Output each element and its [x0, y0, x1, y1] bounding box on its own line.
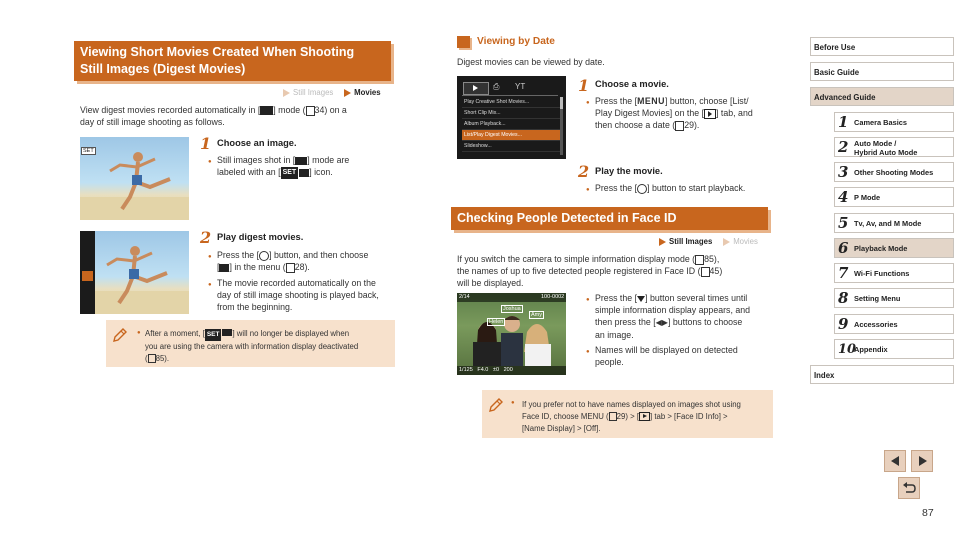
nav-chapter-3[interactable]: 3 Other Shooting Modes [834, 162, 954, 182]
play-tab-icon [704, 109, 716, 119]
note-bullet: ● [511, 400, 515, 406]
func-set-icon [637, 184, 647, 194]
step2-bullet-2: ● The movie recorded automatically on the day of still image shooting is played back, from the beginning. [217, 277, 402, 313]
arrow-icon [283, 89, 290, 97]
next-page-button[interactable] [911, 450, 933, 472]
boy-kicking-photo-2 [95, 231, 189, 314]
nav-chapter-10[interactable]: 10 Appendix [834, 339, 954, 359]
nav-advanced-guide[interactable]: Advanced Guide [810, 87, 954, 106]
nav-chapter-4[interactable]: 4 P Mode [834, 187, 954, 207]
camera-menu-item[interactable]: Slideshow... [462, 141, 560, 152]
camera-menu-item[interactable]: Play Creative Shot Movies... [462, 97, 560, 108]
set-badge: SET [83, 148, 94, 154]
section-title-digest-movies: Viewing Short Movies Created When Shooting Still Images (Digest Movies) [74, 41, 391, 81]
digest-mode-icon [260, 106, 273, 115]
vbd-step2-number: 2 [578, 162, 590, 181]
vbd-step2-bullet: ● Press the [ ] button to start playback. [595, 182, 780, 194]
down-arrow-icon [637, 296, 645, 302]
return-icon [899, 478, 919, 498]
digest-menu-item-icon [82, 271, 93, 281]
digest-mode-icon [222, 329, 232, 336]
step1-image [80, 137, 189, 220]
book-ref-icon [148, 354, 156, 363]
book-ref-icon [609, 412, 617, 421]
nav-chapter-9[interactable]: 9 Accessories [834, 314, 954, 334]
nav-before-use[interactable]: Before Use [810, 37, 954, 56]
intro-text: View digest movies recorded automatically in [ ] mode ( 34) on a day of still image shooting as follows. [80, 105, 347, 127]
face-name-joshua: Joshua [503, 306, 521, 312]
image-counter: 2/14 [459, 294, 470, 300]
face-name-helen: Helen [489, 319, 504, 325]
nav-chapter-7[interactable]: 7 Wi-Fi Functions [834, 263, 954, 283]
arrow-icon [723, 238, 730, 246]
vbd-step1-title: Choose a movie. [595, 79, 669, 89]
step1-number: 1 [200, 134, 212, 153]
face-id-intro: If you switch the camera to simple information display mode ( 85), the names of up to five detected people registered in Face ID ( 45) will be displayed. [457, 254, 723, 288]
func-set-icon [259, 251, 269, 261]
note-box-left [106, 320, 395, 367]
digest-mode-icon [219, 264, 229, 272]
face-id-camera-screen [457, 293, 566, 375]
vbd-step1-bullet: ● Press the [MENU] button, choose [List/ Play Digest Movies] on the [ ] tab, and then choose a date ( 29). [595, 95, 780, 131]
return-button[interactable] [898, 477, 920, 499]
step2-number: 2 [200, 228, 212, 247]
nav-chapter-1[interactable]: 1 Camera Basics [834, 112, 954, 132]
step1-bullet: ● Still images shot in [ ] mode are labeled with an [ SET ] icon. [217, 154, 402, 179]
book-ref-icon [306, 106, 315, 116]
face-id-bullet-2: ● Names will be displayed on detected people. [595, 344, 780, 368]
func-menu-strip [80, 231, 95, 314]
menu-button-label: MENU [637, 96, 665, 106]
digest-mode-icon [295, 157, 307, 165]
note-bullet: ● [137, 330, 141, 336]
page-number: 87 [922, 507, 934, 519]
breadcrumb-face-id: Still Images Movies [659, 237, 758, 246]
arrow-icon [659, 238, 666, 246]
step2-title: Play digest movies. [217, 232, 304, 242]
file-number: 100-0002 [541, 294, 565, 300]
pencil-note-icon [487, 396, 503, 414]
camera-menu-item[interactable]: Short Clip Mix... [462, 108, 560, 119]
vbd-step1-number: 1 [578, 76, 590, 95]
camera-menu-list [462, 97, 560, 152]
arrow-icon [344, 89, 351, 97]
play-tab-icon [639, 412, 650, 421]
shooting-info: 1/125 F4.0 ±0 200 [459, 367, 513, 373]
step1-title: Choose an image. [217, 138, 297, 148]
set-icon: SET [281, 167, 299, 179]
step2-bullet-1: ● Press the [ ] button, and then choose [ ] in the menu ( 28). [217, 249, 402, 273]
digest-mode-icon [299, 169, 309, 177]
note-box-face-id [482, 390, 773, 438]
nav-chapter-6[interactable]: 6 Playback Mode [834, 238, 954, 258]
breadcrumb-left: Still Images Movies [283, 88, 381, 97]
camera-menu-item[interactable]: List/Play Digest Movies... [462, 130, 560, 141]
play-tab-icon [463, 82, 489, 95]
vbd-step2-title: Play the movie. [595, 166, 663, 176]
camera-menu-screen [457, 76, 566, 159]
note-text-face-id: If you prefer not to have names displayed on images shot using Face ID, choose MENU ( 29) > [ ] tab > [Face ID Info] > [Name Display] > [Off]. [522, 400, 741, 433]
nav-chapter-8[interactable]: 8 Setting Menu [834, 288, 954, 308]
scrollbar[interactable] [560, 97, 563, 155]
prev-page-button[interactable] [884, 450, 906, 472]
section-title-face-id: Checking People Detected in Face ID [451, 207, 768, 230]
step2-image [95, 231, 189, 314]
nav-basic-guide[interactable]: Basic Guide [810, 62, 954, 81]
print-tab-icon: ⎙ [493, 82, 500, 91]
next-page-icon [919, 456, 927, 466]
pencil-note-icon [111, 326, 127, 344]
face-name-amy: Amy [531, 312, 542, 318]
square-bullet-icon [457, 36, 470, 48]
book-ref-icon [701, 267, 710, 277]
camera-menu-item[interactable]: Album Playback... [462, 119, 560, 130]
setup-tab-icon: YT [515, 82, 526, 91]
nav-chapter-5[interactable]: 5 Tv, Av, and M Mode [834, 213, 954, 233]
viewing-by-date-title: Viewing by Date [477, 36, 555, 47]
nav-chapter-2[interactable]: 2 Auto Mode / Hybrid Auto Mode [834, 137, 954, 157]
book-ref-icon [286, 263, 295, 273]
book-ref-icon [675, 121, 684, 131]
book-ref-icon [695, 255, 704, 265]
boy-kicking-photo [80, 137, 189, 220]
vbd-intro: Digest movies can be viewed by date. [457, 57, 605, 67]
set-icon: SET [205, 329, 222, 341]
prev-page-icon [891, 456, 899, 466]
note-text-left: After a moment, [ SET ] will no longer be displayed when you are using the camera with information display deactivated ( 85). [145, 329, 359, 363]
nav-index[interactable]: Index [810, 365, 954, 384]
face-id-bullet-1: ● Press the [ ] button several times until simple information display appears, and then press the [◀▶] buttons to choose an image. [595, 292, 780, 341]
left-right-arrow-icon: ◀▶ [655, 318, 668, 327]
